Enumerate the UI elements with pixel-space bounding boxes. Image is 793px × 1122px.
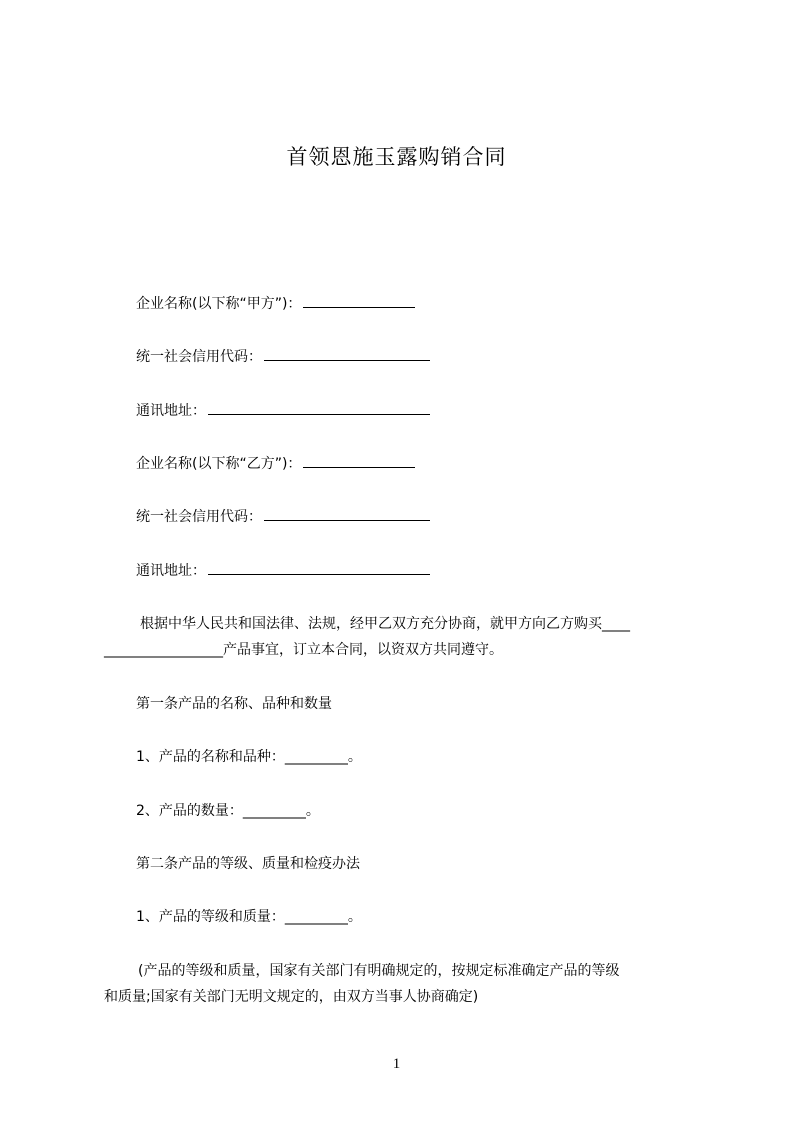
party-b-address-blank[interactable] — [208, 561, 430, 575]
article-2-item-1: 1、产品的等级和质量：_________。 — [136, 909, 362, 925]
article-2-heading: 第二条产品的等级、质量和检疫办法 — [136, 856, 360, 872]
article-2-note-line-1: (产品的等级和质量，国家有关部门有明确规定的，按规定标准确定产品的等级 — [138, 963, 620, 979]
party-b-name-blank[interactable] — [303, 454, 415, 468]
article-2-note-line-2: 和质量;国家有关部门无明文规定的，由双方当事人协商确定) — [104, 989, 479, 1005]
party-b-address-label: 通讯地址： — [136, 563, 206, 579]
party-b-credit-code-blank[interactable] — [264, 507, 430, 521]
party-a-credit-code-label: 统一社会信用代码： — [136, 349, 262, 365]
party-b-credit-code-row — [136, 506, 430, 526]
party-a-address-blank[interactable] — [208, 401, 430, 415]
party-a-address-row — [136, 400, 430, 420]
article-1-item-2: 2、产品的数量：_________。 — [136, 803, 320, 819]
party-b-name-label: 企业名称(以下称“乙方”)： — [136, 456, 302, 472]
party-a-address-label: 通讯地址： — [136, 403, 206, 419]
party-a-name-blank[interactable] — [303, 294, 415, 308]
party-a-name-label: 企业名称(以下称“甲方”)： — [136, 296, 302, 312]
party-b-credit-code-label: 统一社会信用代码： — [136, 509, 262, 525]
party-a-credit-code-row — [136, 346, 430, 366]
page-number: 1 — [392, 1056, 401, 1072]
article-1-item-1: 1、产品的名称和品种：_________。 — [136, 749, 362, 765]
party-b-name-row — [136, 453, 415, 473]
preamble-line-1: 根据中华人民共和国法律、法规，经甲乙双方充分协商，就甲方向乙方购买____ — [140, 616, 630, 632]
preamble-line-2: _________________产品事宜，订立本合同，以资双方共同遵守。 — [104, 642, 503, 658]
party-a-credit-code-blank[interactable] — [264, 347, 430, 361]
contract-title: 首领恩施玉露购销合同 — [286, 145, 507, 169]
article-1-heading: 第一条产品的名称、品种和数量 — [136, 696, 332, 712]
party-b-address-row — [136, 560, 430, 580]
party-a-name-row — [136, 293, 415, 313]
